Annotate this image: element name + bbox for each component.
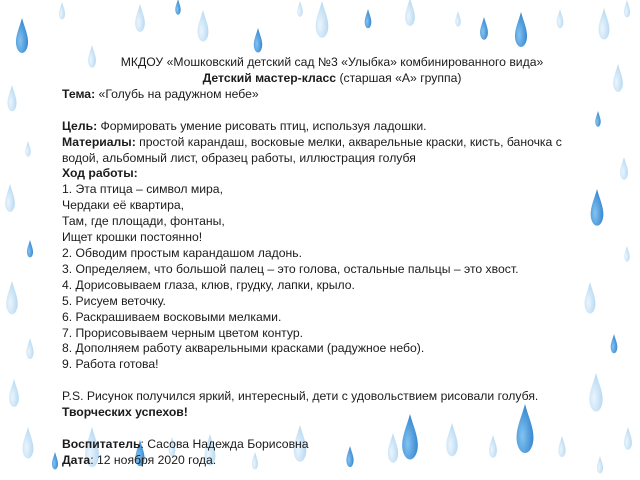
raindrop-shape (624, 246, 629, 262)
step-line: 9. Работа готова! (62, 357, 159, 372)
raindrop-shape (599, 8, 610, 40)
organization-name: МКДОУ «Мошковский детский сад №3 «Улыбка» комбинированного вида» (120, 55, 544, 69)
raindrop-shape (6, 281, 17, 314)
raindrop-shape (5, 184, 15, 212)
document-body (62, 55, 602, 469)
step-line: Ищет крошки постоянно! (62, 230, 203, 245)
topic-line (62, 87, 602, 103)
event-title (62, 71, 602, 87)
raindrop-shape (26, 338, 33, 359)
raindrop-shape (135, 4, 145, 32)
raindrop-shape (480, 17, 488, 40)
step-line: Там, где площади, фонтаны, (62, 214, 225, 229)
raindrop-shape (365, 9, 372, 28)
raindrop-shape (9, 379, 19, 407)
raindrop-shape (59, 2, 65, 20)
wish-line (62, 405, 602, 421)
raindrop-shape (7, 85, 16, 111)
teacher-line (62, 437, 602, 453)
date-line (62, 453, 602, 469)
raindrop-shape (515, 12, 527, 47)
raindrop-shape (624, 427, 632, 450)
raindrop-shape (16, 18, 28, 53)
raindrop-shape (52, 452, 58, 470)
goal-line (62, 119, 602, 135)
materials-label: Материалы: (62, 134, 136, 149)
raindrop-shape (23, 427, 34, 459)
raindrop-shape (624, 0, 630, 18)
progress-label (62, 166, 602, 182)
materials-line (62, 135, 602, 167)
raindrop-shape (613, 64, 623, 92)
materials-value: простой карандаш, восковые мелки, акварельные краски, кисть, баночка с водой, альбомный лист, образец работы, иллюстрация голубя (62, 134, 562, 165)
step-line: 7. Прорисовываем черным цветом контур. (62, 325, 304, 340)
raindrop-shape (405, 0, 415, 26)
step-line: 4. Дорисовываем глаза, клюв, грудку, лапки, крыло. (62, 277, 355, 292)
step-line: 6. Раскрашиваем восковыми мелками. (62, 309, 282, 324)
event-title-bold: Детский мастер-класс (202, 70, 337, 85)
raindrop-shape (455, 11, 460, 27)
raindrop-shape (297, 1, 302, 17)
raindrop-shape (611, 334, 618, 353)
raindrop-shape (198, 10, 209, 42)
raindrop-shape (316, 1, 329, 38)
raindrop-shape (27, 240, 33, 258)
teacher-value: : Сасова Надежда Борисовна (140, 437, 309, 452)
step-line: 1. Эта птица – символ мира, (62, 182, 223, 197)
date-value: : 12 ноября 2020 года. (90, 452, 217, 467)
step-line: 5. Рисуем веточку. (62, 293, 166, 308)
step-line: 8. Дополняем работу акварельными красками (радужное небо). (62, 341, 425, 356)
date-label: Дата (62, 452, 91, 467)
teacher-label: Воспитатель (62, 437, 141, 452)
raindrop-shape (254, 28, 262, 53)
progress-label-text: Ход работы: (62, 166, 138, 181)
step-line: Чердаки её квартира, (62, 198, 185, 213)
raindrop-shape (557, 9, 564, 28)
step-line: 3. Определяем, что большой палец – это голова, остальные пальцы – это хвост. (62, 261, 519, 276)
goal-label: Цель: (62, 118, 98, 133)
raindrop-shape (620, 157, 628, 180)
goal-value: Формировать умение рисовать птиц, используя ладошки. (97, 118, 427, 133)
raindrop-shape (25, 141, 30, 157)
event-group: (старшая «А» группа) (336, 70, 462, 85)
raindrop-shape (175, 0, 180, 15)
topic-value: «Голубь на радужном небе» (95, 86, 259, 101)
topic-label: Тема: (62, 86, 96, 101)
wish-text: Творческих успехов! (62, 405, 188, 420)
step-line: 2. Обводим простым карандашом ладонь. (62, 245, 303, 260)
postscript: P.S. Рисунок получился яркий, интересный, дети с удовольствием рисовали голубя. (62, 389, 539, 404)
